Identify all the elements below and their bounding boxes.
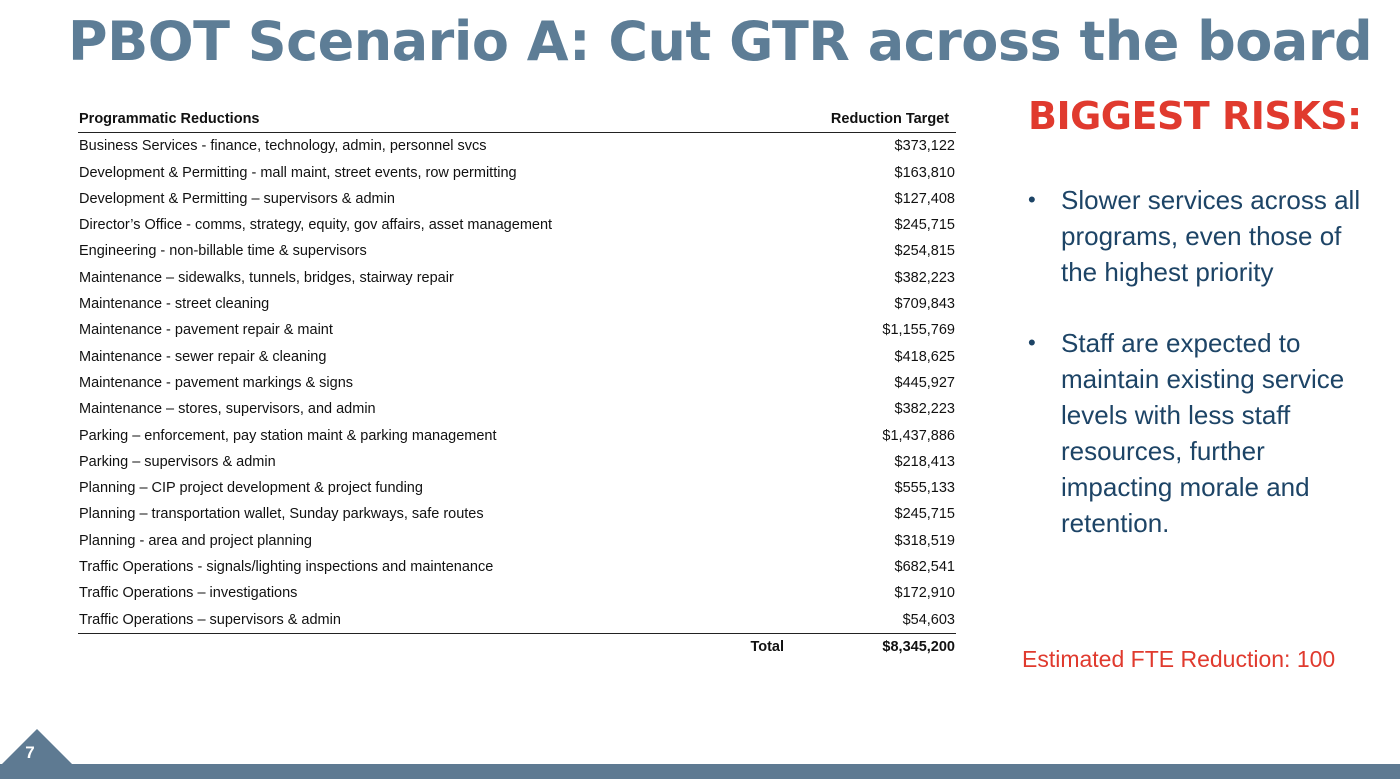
- page-number-tab: [0, 729, 77, 769]
- reduction-amount-cell: $245,715: [894, 506, 955, 523]
- header-programmatic-reductions: Programmatic Reductions: [78, 106, 824, 133]
- program-name-cell: Business Services - finance, technology, admin, personnel svcs: [79, 138, 487, 155]
- program-name-cell: Director’s Office - comms, strategy, equity, gov affairs, asset management: [79, 217, 553, 234]
- reduction-amount-cell: $709,843: [894, 296, 955, 313]
- table-row: [78, 160, 956, 186]
- program-name-cell: Parking – enforcement, pay station maint & parking management: [79, 427, 497, 444]
- risks-heading: BIGGEST RISKS:: [1028, 94, 1362, 138]
- table-row: [78, 212, 956, 238]
- program-name-cell: Maintenance - pavement markings & signs: [79, 374, 354, 391]
- program-name-cell: Maintenance – stores, supervisors, and admin: [79, 401, 376, 418]
- table-row: [78, 265, 956, 291]
- program-name-cell: Maintenance - street cleaning: [79, 296, 270, 313]
- table-header-row: [78, 106, 956, 133]
- program-name-cell: Planning - area and project planning: [79, 532, 312, 549]
- footer-bar: [0, 764, 1400, 779]
- program-name-cell: Traffic Operations - signals/lighting inspections and maintenance: [79, 559, 494, 576]
- program-name-cell: Development & Permitting – supervisors & admin: [79, 190, 395, 207]
- table-row: [78, 291, 956, 317]
- reduction-amount-cell: $1,155,769: [882, 322, 955, 339]
- reduction-amount-cell: $318,519: [894, 532, 955, 549]
- program-name-cell: Engineering - non-billable time & supervisors: [79, 243, 367, 260]
- reduction-amount-cell: $54,603: [824, 607, 956, 634]
- table-row: [78, 186, 956, 212]
- table-row: [78, 501, 956, 527]
- bullet-icon: •: [1028, 187, 1036, 212]
- reduction-amount-cell: $254,815: [894, 243, 955, 260]
- table-row: [78, 344, 956, 370]
- table-row: [78, 423, 956, 449]
- table-row: [78, 370, 956, 396]
- table-row: [78, 396, 956, 422]
- program-name-cell: Planning – transportation wallet, Sunday parkways, safe routes: [79, 506, 484, 523]
- program-name-cell: Development & Permitting - mall maint, street events, row permitting: [79, 164, 517, 181]
- reduction-amount-cell: $1,437,886: [882, 427, 955, 444]
- program-name-cell: Traffic Operations – supervisors & admin: [78, 607, 824, 634]
- reduction-amount-cell: $445,927: [894, 374, 955, 391]
- reduction-amount-cell: $163,810: [894, 164, 955, 181]
- risk-item-text: Slower services across all programs, even those of the highest priority: [1061, 185, 1361, 287]
- reduction-amount-cell: $555,133: [894, 480, 955, 497]
- table-row: [78, 449, 956, 475]
- program-name-cell: Traffic Operations – investigations: [79, 585, 298, 602]
- table-row: [78, 607, 956, 634]
- program-name-cell: Maintenance - sewer repair & cleaning: [79, 348, 327, 365]
- reduction-amount-cell: $172,910: [894, 585, 955, 602]
- table-body: [78, 133, 956, 660]
- bullet-icon: •: [1028, 330, 1036, 355]
- total-row: [78, 633, 956, 660]
- program-name-cell: Parking – supervisors & admin: [79, 453, 276, 470]
- reduction-amount-cell: $382,223: [894, 401, 955, 418]
- reduction-amount-cell: $245,715: [894, 217, 955, 234]
- reduction-amount-cell: $127,408: [894, 190, 955, 207]
- table-row: [78, 475, 956, 501]
- page-number: 7: [25, 743, 35, 762]
- table-row: [78, 554, 956, 580]
- program-name-cell: Planning – CIP project development & project funding: [79, 480, 423, 497]
- table-row: [78, 528, 956, 554]
- program-name-cell: Maintenance – sidewalks, tunnels, bridges, stairway repair: [79, 269, 454, 286]
- reduction-amount-cell: $382,223: [894, 269, 955, 286]
- reduction-amount-cell: $218,413: [894, 453, 955, 470]
- fte-reduction-note: Estimated FTE Reduction: 100: [1022, 646, 1336, 672]
- slide-title: PBOT Scenario A: Cut GTR across the board: [68, 10, 1373, 73]
- table-row: [78, 317, 956, 343]
- risk-item-text: Staff are expected to maintain existing service levels with less staff resources, further impacting morale and retention.: [1061, 328, 1345, 538]
- table-row: [78, 133, 956, 160]
- table-row: [78, 580, 956, 606]
- total-label: Total: [750, 638, 784, 655]
- risk-item: [1028, 182, 1368, 290]
- reduction-amount-cell: $418,625: [894, 348, 955, 365]
- reduction-amount-cell: $373,122: [894, 138, 955, 155]
- risk-item: [1028, 325, 1368, 541]
- reduction-amount-cell: $682,541: [894, 559, 955, 576]
- header-reduction-target: Reduction Target: [824, 106, 956, 133]
- reductions-table: [78, 106, 956, 660]
- program-name-cell: Maintenance - pavement repair & maint: [79, 322, 333, 339]
- total-amount: $8,345,200: [882, 638, 955, 655]
- risks-list: [1028, 182, 1368, 576]
- table-row: [78, 238, 956, 264]
